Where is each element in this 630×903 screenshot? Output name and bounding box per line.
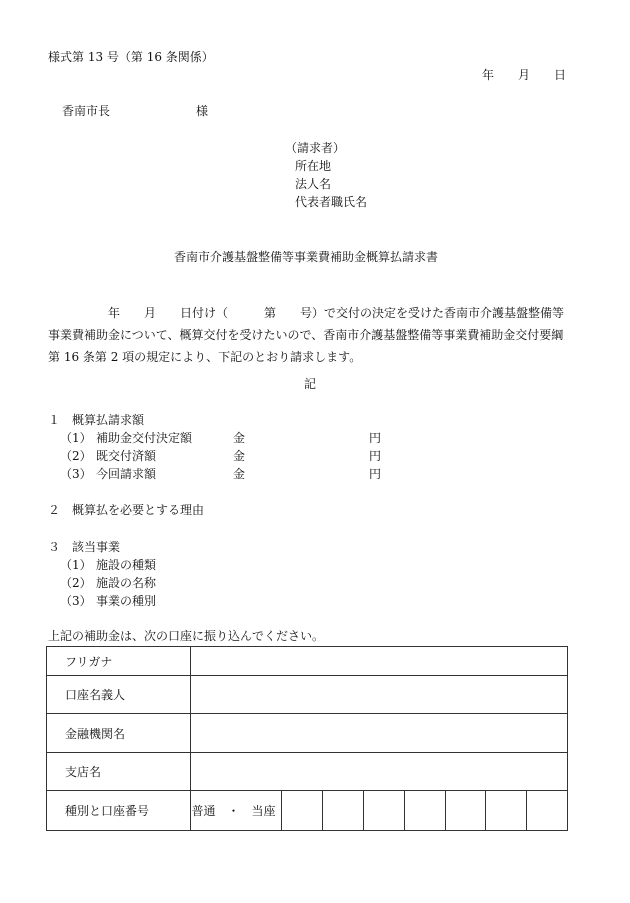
section-2-title: ２ 概算払を必要とする理由 bbox=[48, 503, 205, 517]
account-holder-label: 口座名義人 bbox=[47, 676, 191, 714]
applicant-rep-label: 代表者職氏名 bbox=[295, 195, 368, 209]
furigana-field[interactable] bbox=[191, 647, 568, 676]
bank-intro-text: 上記の補助金は、次の口座に振り込んでください。 bbox=[48, 629, 325, 643]
account-digit-cell[interactable] bbox=[404, 791, 445, 831]
account-digit-cell[interactable] bbox=[527, 791, 568, 831]
request-paragraph bbox=[48, 302, 588, 368]
furigana-label: フリガナ bbox=[47, 647, 191, 676]
section-1-item-en: 円 bbox=[369, 449, 382, 463]
paragraph-line-3: 第 16 条第 2 項の規定により、下記のとおり請求します。 bbox=[48, 350, 362, 364]
section-1-item-kin: 金 bbox=[233, 431, 246, 445]
section-1-title: １ 概算払請求額 bbox=[48, 413, 145, 427]
bank-name-field[interactable] bbox=[191, 714, 568, 753]
section-1-item-no: （1） bbox=[60, 431, 92, 445]
account-digit-cell[interactable] bbox=[445, 791, 486, 831]
section-3-title: ３ 該当事業 bbox=[48, 540, 121, 554]
account-digit-cell[interactable] bbox=[486, 791, 527, 831]
applicant-heading: （請求者） bbox=[285, 141, 346, 155]
branch-name-label: 支店名 bbox=[47, 753, 191, 791]
account-digit-cell[interactable] bbox=[363, 791, 404, 831]
section-3-item-no: （1） bbox=[60, 558, 92, 572]
section-1-item-en: 円 bbox=[369, 467, 382, 481]
account-type-field[interactable]: 普通 ・ 当座 bbox=[191, 791, 282, 831]
section-3-item-label: 施設の名称 bbox=[96, 576, 157, 590]
account-holder-field[interactable] bbox=[191, 676, 568, 714]
section-3-item-no: （3） bbox=[60, 594, 92, 608]
section-3-item-label: 事業の種別 bbox=[96, 594, 157, 608]
section-1-item-label: 今回請求額 bbox=[96, 467, 157, 481]
addressee-suffix: 様 bbox=[196, 104, 209, 118]
section-1-item-label: 既交付済額 bbox=[96, 449, 157, 463]
paragraph-line-2: 事業費補助金について、概算交付を受けたいので、香南市介護基盤整備等事業費補助金交付要綱 bbox=[48, 328, 564, 342]
section-3-item-label: 施設の種類 bbox=[96, 558, 157, 572]
addressee-name: 香南市長 bbox=[62, 104, 111, 118]
applicant-corp-label: 法人名 bbox=[295, 177, 332, 191]
section-1-item-no: （3） bbox=[60, 467, 92, 481]
applicant-address-label: 所在地 bbox=[295, 159, 332, 173]
section-1-item-no: （2） bbox=[60, 449, 92, 463]
section-1-item-label: 補助金交付決定額 bbox=[96, 431, 193, 445]
form-number: 様式第 13 号（第 16 条関係） bbox=[48, 50, 214, 64]
account-number-label: 種別と口座番号 bbox=[47, 791, 191, 831]
bank-name-label: 金融機関名 bbox=[47, 714, 191, 753]
section-1-item-kin: 金 bbox=[233, 449, 246, 463]
bank-account-table bbox=[46, 646, 568, 831]
branch-name-field[interactable] bbox=[191, 753, 568, 791]
account-digit-cell[interactable] bbox=[282, 791, 323, 831]
section-3-item-no: （2） bbox=[60, 576, 92, 590]
section-1-item-kin: 金 bbox=[233, 467, 246, 481]
date-field: 年 月 日 bbox=[482, 68, 567, 82]
paragraph-line-1: 年 月 日付け（ 第 号）で交付の決定を受けた香南市介護基盤整備等 bbox=[108, 306, 565, 320]
ki-heading: 記 bbox=[304, 377, 317, 391]
account-digit-cell[interactable] bbox=[323, 791, 364, 831]
section-1-item-en: 円 bbox=[369, 431, 382, 445]
document-title: 香南市介護基盤整備等事業費補助金概算払請求書 bbox=[174, 250, 439, 264]
